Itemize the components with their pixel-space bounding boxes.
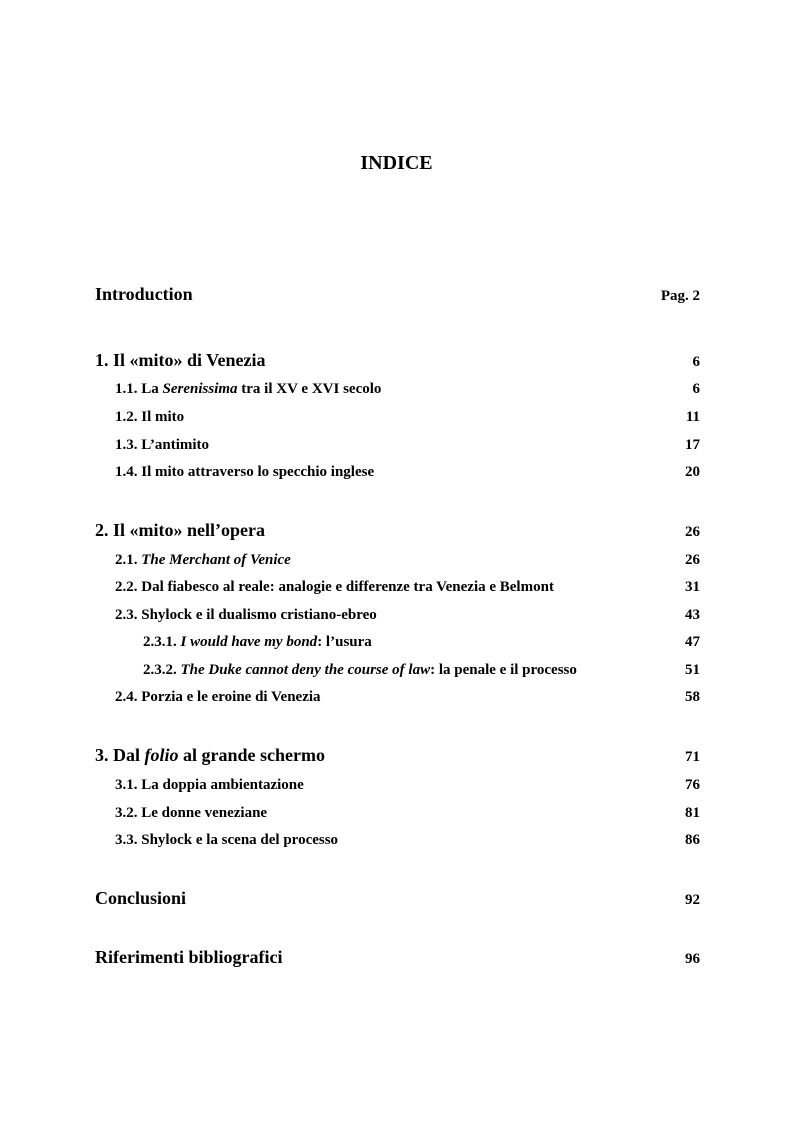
toc-entry-label: Introduction — [95, 284, 193, 304]
toc-entry-riferimenti[interactable] — [95, 947, 700, 968]
toc-entry-label: 3.3. Shylock e la scena del processo — [115, 832, 339, 848]
toc-section-2-3[interactable] — [115, 607, 700, 624]
toc-entry-label: 1.1. La Serenissima tra il XV e XVI secolo — [115, 381, 382, 397]
toc-page-number: 6 — [692, 381, 700, 397]
toc-entry-label: 2. Il «mito» nell’opera — [95, 520, 265, 540]
toc-page-number: 96 — [685, 951, 700, 967]
toc-subsection-2-3-1[interactable] — [143, 634, 700, 651]
toc-page-number: 47 — [685, 634, 700, 650]
toc-page-number: 6 — [692, 354, 700, 370]
toc-section-1-2[interactable] — [115, 409, 700, 426]
toc-page-number: 51 — [685, 662, 700, 678]
toc-entry-label: 2.2. Dal fiabesco al reale: analogie e differenze tra Venezia e Belmont — [115, 579, 554, 595]
toc-page-number: 20 — [685, 464, 700, 480]
toc-page-number: 81 — [685, 805, 700, 821]
toc-chapter-1[interactable] — [95, 350, 700, 371]
toc-entry-label: 1.4. Il mito attraverso lo specchio inglese — [115, 464, 375, 480]
toc-entry-label: 2.3.2. The Duke cannot deny the course of law: la penale e il processo — [143, 662, 577, 678]
toc-page-number: 92 — [685, 892, 700, 908]
toc-entry-label: 2.3. Shylock e il dualismo cristiano-ebreo — [115, 607, 377, 623]
toc-section-3-1[interactable] — [115, 777, 700, 794]
toc-section-2-4[interactable] — [115, 689, 700, 706]
toc-entry-label: 3.1. La doppia ambientazione — [115, 777, 304, 793]
toc-entry-label: 1.3. L’antimito — [115, 437, 210, 453]
toc-page-number: 71 — [685, 749, 700, 765]
toc-entry-label: Riferimenti bibliografici — [95, 947, 283, 967]
toc-section-3-3[interactable] — [115, 832, 700, 849]
toc-chapter-2[interactable] — [95, 520, 700, 541]
toc-section-2-1[interactable] — [115, 552, 700, 569]
toc-entry-label: 3. Dal folio al grande schermo — [95, 745, 325, 765]
toc-entry-label: Conclusioni — [95, 888, 187, 908]
toc-section-3-2[interactable] — [115, 805, 700, 822]
toc-entry-label: 3.2. Le donne veneziane — [115, 805, 268, 821]
toc-entry-label: 1. Il «mito» di Venezia — [95, 350, 266, 370]
toc-section-2-2[interactable] — [115, 579, 700, 596]
toc-page-number: 86 — [685, 832, 700, 848]
toc-entry-label: 2.1. The Merchant of Venice — [115, 552, 291, 568]
toc-entry-conclusioni[interactable] — [95, 888, 700, 909]
page-title: INDICE — [360, 152, 433, 174]
toc-page-number: 76 — [685, 777, 700, 793]
toc-page-number: 43 — [685, 607, 700, 623]
toc-page-number: Pag. 2 — [660, 288, 700, 304]
toc-page-number: 11 — [685, 409, 700, 425]
toc-entry-label: 2.4. Porzia e le eroine di Venezia — [115, 689, 321, 705]
toc-section-1-3[interactable] — [115, 437, 700, 454]
toc-page-number: 58 — [685, 689, 700, 705]
toc-entry-label: 1.2. Il mito — [115, 409, 185, 425]
toc-section-1-1[interactable] — [115, 381, 700, 398]
toc-page-number: 17 — [685, 437, 700, 453]
toc-entry-introduction[interactable] — [95, 284, 700, 305]
toc-page-number: 26 — [685, 524, 700, 540]
toc-section-1-4[interactable] — [115, 464, 700, 481]
toc-subsection-2-3-2[interactable] — [143, 662, 700, 679]
toc-page-number: 31 — [685, 579, 700, 595]
toc-entry-label: 2.3.1. I would have my bond: l’usura — [143, 634, 372, 650]
toc-chapter-3[interactable] — [95, 745, 700, 766]
toc-page-number: 26 — [685, 552, 700, 568]
